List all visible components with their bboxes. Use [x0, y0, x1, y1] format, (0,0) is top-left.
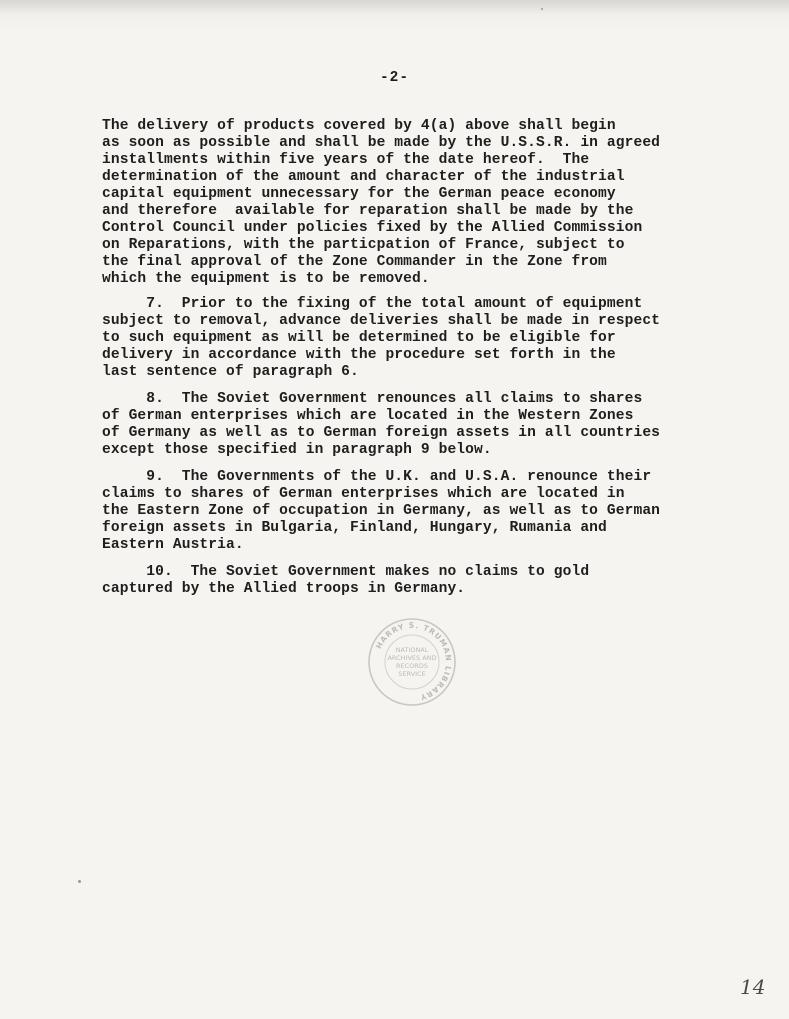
text-line: delivery in accordance with the procedure set forth in the: [102, 347, 616, 363]
archive-stamp: [366, 616, 458, 708]
text-line: capital equipment unnecessary for the German peace economy: [102, 186, 616, 202]
text-line: the final approval of the Zone Commander in the Zone from: [102, 254, 607, 270]
stamp-inner-line: NATIONAL: [395, 646, 429, 654]
stamp-outer-text: HARRY S. TRUMAN LIBRARY: [374, 620, 454, 703]
text-line: of Germany as well as to German foreign assets in all countries: [102, 425, 661, 441]
text-line: 9. The Governments of the U.K. and U.S.A. renounce their: [102, 469, 652, 485]
text-line: last sentence of paragraph 6.: [102, 364, 359, 380]
page-number: -2-: [379, 70, 410, 86]
text-line: which the equipment is to be removed.: [102, 271, 430, 287]
text-line: the Eastern Zone of occupation in Germany, as well as to German: [102, 503, 661, 519]
scan-speck: [78, 880, 81, 883]
handwritten-page-mark: 14: [740, 975, 766, 999]
text-line: 8. The Soviet Government renounces all claims to shares: [102, 391, 643, 407]
text-line: The delivery of products covered by 4(a) above shall begin: [102, 118, 616, 134]
text-line: foreign assets in Bulgaria, Finland, Hungary, Rumania and: [102, 520, 607, 536]
text-line: 10. The Soviet Government makes no claims to gold: [102, 564, 590, 580]
stamp-inner-line: ARCHIVES AND: [387, 654, 437, 662]
text-line: installments within five years of the date hereof. The: [102, 152, 590, 168]
text-line: as soon as possible and shall be made by the U.S.S.R. in agreed: [102, 135, 661, 151]
text-line: and therefore available for reparation shall be made by the: [102, 203, 634, 219]
text-line: Control Council under policies fixed by the Allied Commission: [102, 220, 643, 236]
scan-shadow: [0, 0, 789, 14]
text-line: claims to shares of German enterprises which are located in: [102, 486, 625, 502]
scan-speck: [541, 8, 543, 10]
text-line: to such equipment as will be determined to be eligible for: [102, 330, 616, 346]
text-line: except those specified in paragraph 9 below.: [102, 442, 492, 458]
stamp-inner-line: RECORDS: [396, 662, 428, 670]
stamp-inner-line: SERVICE: [398, 670, 426, 678]
text-line: subject to removal, advance deliveries shall be made in respect: [102, 313, 661, 329]
text-line: 7. Prior to the fixing of the total amount of equipment: [102, 296, 643, 312]
text-line: captured by the Allied troops in Germany.: [102, 581, 466, 597]
text-line: determination of the amount and character of the industrial: [102, 169, 625, 185]
text-line: Eastern Austria.: [102, 537, 244, 553]
text-line: of German enterprises which are located in the Western Zones: [102, 408, 634, 424]
text-line: on Reparations, with the particpation of France, subject to: [102, 237, 625, 253]
